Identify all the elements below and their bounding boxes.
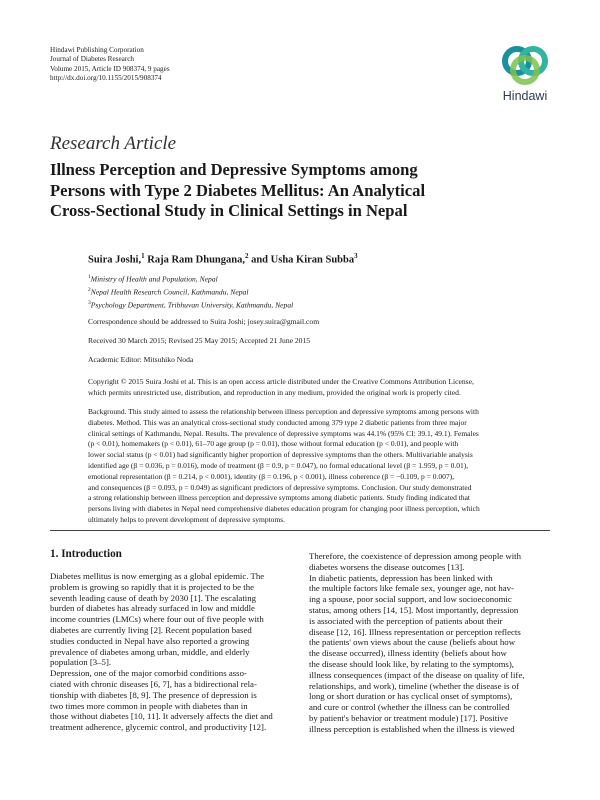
body-text-line: population [3–5]. [50,657,112,668]
affiliation-sup: 2 [88,287,91,294]
abstract-line: diabetes. Method. This was an analytical cross-sectional study conducted among 379 type 2 diabetic patients from three major [88,417,467,427]
affiliation-sup: 1 [88,274,91,280]
body-text-line: status, among others [14, 15]. Most importantly, depression [309,604,519,615]
abstract-line: and consequences (β = 0.093, p = 0.049) as significant predictors of depressive symptoms. Conclusion. Our study demonstrated [88,482,472,492]
publisher-name: Hindawi Publishing Corporation [50,46,144,54]
body-text-line: illness perception is established when the illness is viewed [309,723,515,734]
hindawi-logo-text: Hindawi [502,89,548,103]
body-text-line: ing a spouse, poor social support, and low socioeconomic [309,594,512,605]
author-list [88,252,358,266]
author-name: Raja Ram Dhungana, [147,254,245,266]
affiliation-text: Psychology Department, Tribhuvan University, Kathmandu, Nepal [90,300,294,310]
copyright-notice [88,377,556,398]
abstract-line: Background. This study aimed to assess the relationship between illness perception and depressive symptoms among persons with [88,407,479,416]
body-text-line: Therefore, the coexistence of depression among people with [309,551,522,561]
title-line: Cross-Sectional Study in Clinical Settings in Nepal [50,201,408,220]
affiliation [88,272,293,285]
body-text-line: income countries (LMCs) where four out of five people with [50,614,264,625]
body-text-line: prevalence of diabetes among urban, middle, and elderly [50,646,250,657]
affiliation [88,285,293,298]
author-affil-sup: 3 [354,252,358,260]
body-text-line: two times more common in people with diabetes than in [50,700,248,711]
body-text-line: treatment adherence, glycemic control, and productivity [12]. [50,722,267,733]
abstract-line: clinical settings of Kathmandu, Nepal. Results. The prevalence of depressive symptoms was 44.1% (95% CI: 39.1, 49.1). Females [88,428,479,438]
section-divider [50,530,550,531]
left-column [50,548,292,733]
body-text-line: relationships, and work), timeline (whether the disease is of [309,680,520,691]
academic-editor: Academic Editor: Mitsuhiko Noda [88,355,194,364]
article-type: Research Article [50,133,177,154]
body-text-line: long or short duration or has cyclical onset of symptoms), [309,691,513,702]
affiliation-text: Nepal Health Research Council, Kathmandu, Nepal [90,287,249,297]
volume-info: Volume 2015, Article ID 908374, 9 pages [50,64,170,73]
body-text-line: Depression, one of the major comorbid conditions asso- [50,668,247,679]
affiliation [88,298,293,311]
body-text-line: diabetes are currently living [2]. Recent population based [50,624,252,635]
body-text-line: ciated with chronic diseases [6, 7], has a bidirectional rela- [50,678,257,689]
publication-info [50,46,170,83]
body-text-line: In diabetic patients, depression has been linked with [309,572,493,583]
body-text-line: the patients' own views about the cause (beliefs about how [309,637,516,648]
body-text-line: seventh leading cause of death by 2030 [1]. The escalating [50,592,257,603]
author-affil-sup: 2 [244,252,249,260]
body-text-line: those without diabetes [10, 11]. It adversely affects the diet and [50,711,273,722]
left-column-body [50,571,292,733]
abstract-line: a strong relationship between illness perception and depressive symptoms among diabetic patients. Study finding indicated that [88,493,470,503]
body-text-line: by patient's behavior or treatment module) [17]. Positive [309,712,508,723]
abstract-line: persons living with diabetes in Nepal need comprehensive diabetes education program for changing poor illness perception, which [88,504,480,514]
body-text-line: the multiple factors like female sex, younger age, not hav- [309,583,514,594]
abstract-line: emotional representation (β = 0.214, p < 0.001), identity (β = 0.196, p < 0.001), illness coherence (β = −0.109, p = 0.007), [88,471,454,481]
body-text-line: the disease occurred), illness identity (beliefs about how [309,648,507,659]
body-text-line: disease [12, 16]. Illness representation or perception reflects [309,626,521,637]
abstract-line: (p < 0.01), homemakers (p < 0.01), 61–70 age group (p = 0.01), those without formal education (p < 0.01), and people with [88,439,459,449]
body-text-line: Diabetes mellitus is now emerging as a global epidemic. The [50,571,265,581]
abstract-line: lower social status (p < 0.01) had significantly higher proportion of depressive symptoms than the others. Multivariable analysis [88,450,473,460]
title-line: Persons with Type 2 Diabetes Mellitus: An Analytical [50,180,426,200]
abstract [88,407,552,526]
body-text-line: burden of diabetes has already surfaced in low and middle [50,603,255,614]
hindawi-logo [492,40,558,106]
body-text-line: tionship with diabetes [8, 9]. The presence of depression is [50,689,257,700]
affiliation-text: Ministry of Health and Population, Nepal [90,274,218,284]
copyright-line: Copyright © 2015 Suira Joshi et al. This is an open access article distributed under the Creative Commons Attribution License, [88,377,474,386]
author-name: Suira Joshi, [88,254,142,266]
correspondence: Correspondence should be addressed to Suira Joshi; josey.suira@gmail.com [88,317,320,326]
copyright-line: which permits unrestricted use, distribution, and reproduction in any medium, provided the original work is properly cited. [88,387,461,397]
body-text-line: problem is growing so rapidly that it is projected to be the [50,581,254,592]
right-column-body [309,551,551,735]
body-text-line: is associated with the perception of patients about their [309,615,503,626]
affiliation-sup: 3 [88,300,91,307]
affiliation-list [88,272,293,311]
author-name: and Usha Kiran Subba [251,254,355,266]
hindawi-logo-icon [500,42,550,88]
doi-link[interactable]: http://dx.doi.org/10.1155/2015/908374 [50,73,162,82]
author-affil-sup: 1 [141,252,145,260]
section-heading: 1. Introduction [50,548,122,560]
right-column [309,551,551,735]
title-line: Illness Perception and Depressive Symptoms among [50,160,418,179]
body-text-line: illness consequences (impact of the disease on quality of life, [309,669,525,680]
body-text-line: and cure or control (whether the illness can be controlled [309,702,510,713]
body-text-line: studies conducted in Nepal have also reported a growing [50,635,250,646]
abstract-line: identified age (β = 0.036, p = 0.016), mode of treatment (β = 0.9, p = 0.047), no formal educational level (β = 1.959, p = 0.01), [88,460,469,470]
abstract-line: ultimately helps to prevent development of depressive symptoms. [88,514,286,524]
article-title [50,160,550,222]
body-text-line: the disease should look like, by relating to the symptoms), [309,658,514,669]
body-text-line: diabetes worsens the disease outcomes [13]. [309,561,465,572]
journal-name: Journal of Diabetes Research [50,55,135,64]
article-dates: Received 30 March 2015; Revised 25 May 2015; Accepted 21 June 2015 [88,336,311,345]
